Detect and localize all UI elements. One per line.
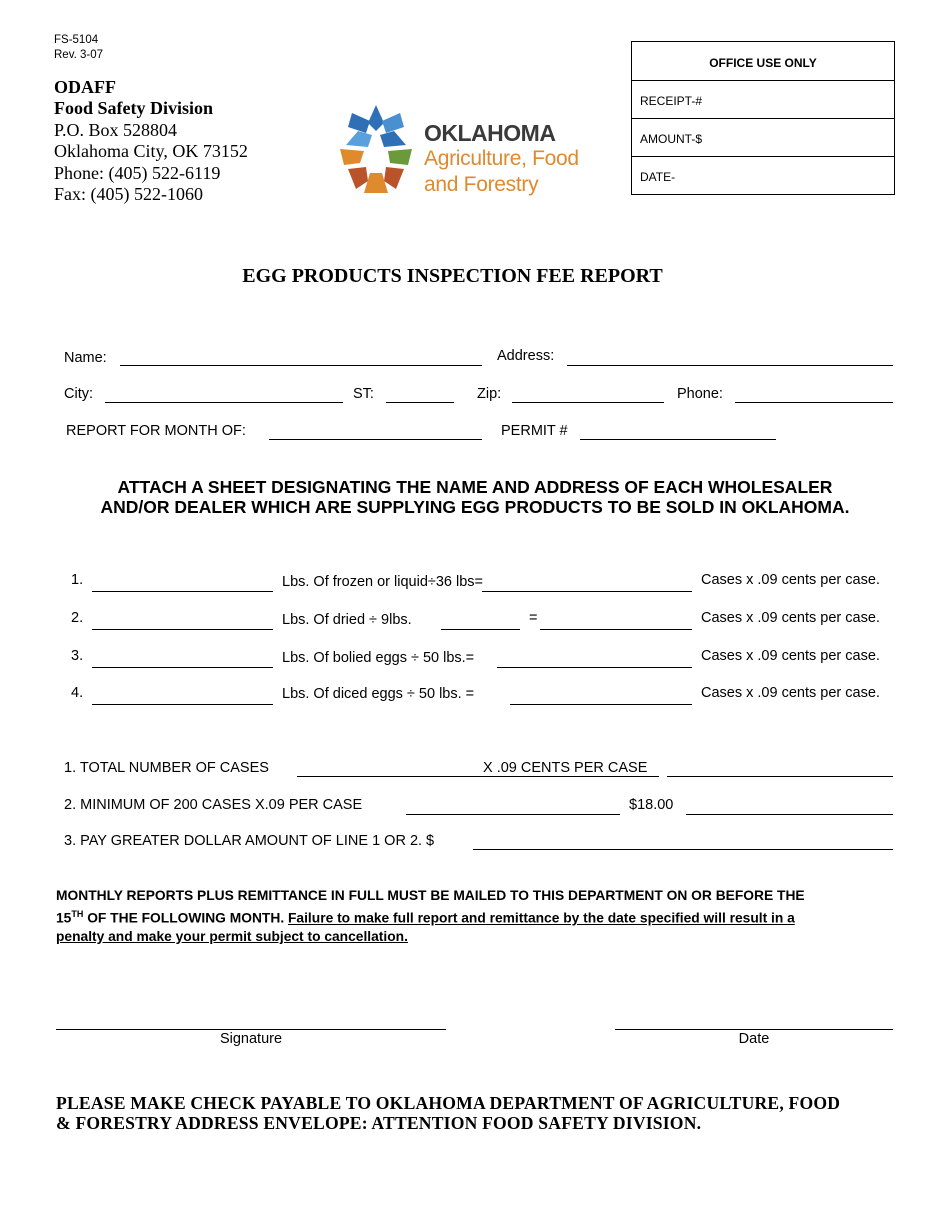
product-2-number: 2. — [71, 610, 84, 626]
product-2-equals: = — [529, 610, 538, 626]
minimum-amount: $18.00 — [629, 797, 674, 813]
product-1-rate: Cases x .09 cents per case. — [701, 572, 880, 588]
product-1-label: Lbs. Of frozen or liquid÷36 lbs= — [282, 574, 483, 590]
total-cases-field[interactable] — [297, 776, 659, 777]
page-title: EGG PRODUCTS INSPECTION FEE REPORT — [242, 265, 663, 287]
product-3-cases-field[interactable] — [497, 667, 692, 668]
agency-phone: Phone: (405) 522-6119 — [54, 163, 221, 183]
product-2-lbs-field[interactable] — [92, 629, 273, 630]
product-4-rate: Cases x .09 cents per case. — [701, 685, 880, 701]
product-2-label: Lbs. Of dried ÷ 9lbs. — [282, 612, 412, 628]
product-1-lbs-field[interactable] — [92, 591, 273, 592]
product-4-label: Lbs. Of diced eggs ÷ 50 lbs. = — [282, 686, 475, 702]
name-label: Name: — [64, 350, 107, 366]
notice-text-b: OF THE FOLLOWING MONTH. — [83, 910, 288, 926]
office-use-box — [631, 41, 895, 195]
office-use-header: OFFICE USE ONLY — [709, 56, 817, 70]
agency-po-box: P.O. Box 528804 — [54, 120, 178, 140]
total-cases-label: 1. TOTAL NUMBER OF CASES — [64, 760, 269, 776]
agency-name: ODAFF — [54, 77, 116, 97]
product-2-cases-field[interactable] — [540, 629, 692, 630]
logo-text-oklahoma: OKLAHOMA — [424, 120, 556, 146]
footer-line-1: PLEASE MAKE CHECK PAYABLE TO OKLAHOMA DEPARTMENT OF AGRICULTURE, FOOD — [56, 1093, 841, 1113]
date-field[interactable] — [615, 1029, 893, 1030]
signature-label: Signature — [219, 1031, 283, 1047]
office-date-label: DATE- — [640, 170, 676, 184]
minimum-label: 2. MINIMUM OF 200 CASES X.09 PER CASE — [64, 797, 363, 813]
product-2-rate: Cases x .09 cents per case. — [701, 610, 880, 626]
agency-division: Food Safety Division — [54, 98, 214, 118]
total-amount-field[interactable] — [667, 776, 893, 777]
product-4-lbs-field[interactable] — [92, 704, 273, 705]
phone-field[interactable] — [735, 402, 893, 403]
product-3-number: 3. — [71, 648, 84, 664]
address-label: Address: — [497, 348, 555, 364]
instruction-line-1: ATTACH A SHEET DESIGNATING THE NAME AND ADDRESS OF EACH WHOLESALER — [117, 477, 833, 497]
form-number: FS-5104 — [54, 34, 99, 46]
product-3-label: Lbs. Of bolied eggs ÷ 50 lbs.= — [282, 650, 475, 666]
date-label: Date — [738, 1031, 770, 1047]
product-3-rate: Cases x .09 cents per case. — [701, 648, 880, 664]
remittance-notice — [56, 887, 894, 946]
product-4-cases-field[interactable] — [510, 704, 692, 705]
agency-fax: Fax: (405) 522-1060 — [54, 184, 203, 204]
report-month-field[interactable] — [269, 439, 482, 440]
pay-greater-field[interactable] — [473, 849, 893, 850]
form-revision: Rev. 3-07 — [54, 49, 104, 61]
permit-label: PERMIT # — [501, 423, 568, 439]
product-3-lbs-field[interactable] — [92, 667, 273, 668]
logo-text-agriculture: Agriculture, Food — [424, 147, 579, 170]
logo-text-forestry: and Forestry — [424, 173, 539, 196]
state-label: ST: — [353, 386, 374, 402]
product-4-number: 4. — [71, 685, 84, 701]
address-field[interactable] — [567, 365, 893, 366]
name-field[interactable] — [120, 365, 482, 366]
notice-text-a: MONTHLY REPORTS PLUS REMITTANCE IN FULL MUST BE MAILED TO THIS DEPARTMENT ON OR BEFORE THE — [56, 888, 805, 903]
product-1-cases-field[interactable] — [482, 591, 692, 592]
office-date-row[interactable] — [632, 156, 894, 194]
notice-warning-a: Failure to make full report and remittance by the date specified will result in a — [288, 910, 795, 926]
state-field[interactable] — [386, 402, 454, 403]
notice-day: 15 — [56, 910, 72, 926]
product-1-number: 1. — [71, 572, 84, 588]
permit-field[interactable] — [580, 439, 776, 440]
oklahoma-star-logo-icon — [338, 103, 414, 195]
report-month-label: REPORT FOR MONTH OF: — [66, 423, 246, 439]
zip-field[interactable] — [512, 402, 664, 403]
pay-greater-label: 3. PAY GREATER DOLLAR AMOUNT OF LINE 1 OR 2. $ — [64, 833, 435, 849]
office-amount-label: AMOUNT-$ — [640, 132, 703, 146]
phone-label: Phone: — [677, 386, 723, 402]
instruction-line-2: AND/OR DEALER WHICH ARE SUPPLYING EGG PRODUCTS TO BE SOLD IN OKLAHOMA. — [100, 497, 850, 517]
office-amount-row[interactable] — [632, 118, 894, 156]
per-case-label: X .09 CENTS PER CASE — [483, 760, 648, 776]
agency-city: Oklahoma City, OK 73152 — [54, 141, 248, 161]
notice-warning-b: penalty and make your permit subject to cancellation. — [56, 928, 408, 944]
minimum-cases-field[interactable] — [406, 814, 620, 815]
footer-line-2: & FORESTRY ADDRESS ENVELOPE: ATTENTION FOOD SAFETY DIVISION. — [56, 1113, 702, 1133]
city-label: City: — [64, 386, 93, 402]
office-receipt-label: RECEIPT-# — [640, 94, 703, 108]
product-2-divisor-field[interactable] — [441, 629, 520, 630]
city-field[interactable] — [105, 402, 343, 403]
zip-label: Zip: — [477, 386, 502, 402]
notice-day-suffix: TH — [71, 909, 84, 919]
office-receipt-row[interactable] — [632, 80, 894, 118]
minimum-amount-field[interactable] — [686, 814, 893, 815]
signature-field[interactable] — [56, 1029, 446, 1030]
